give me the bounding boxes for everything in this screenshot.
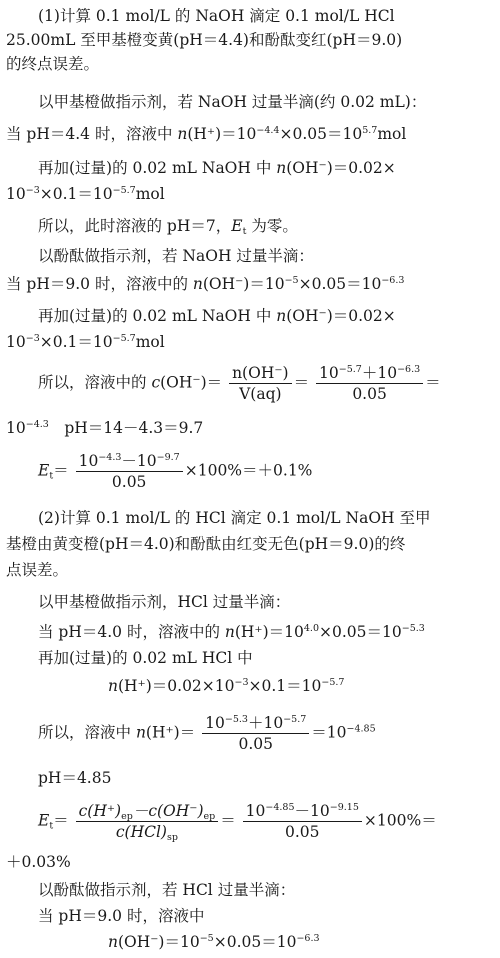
- q2-mo-h-line: 当 pH＝4.0 时，溶液中的 $n(H^+)=10^{4.0}\times 0.05=10^{-5.3}$: [38, 623, 425, 641]
- q2-mo-add-line: 再加(过量)的 0.02 mL HCl 中: [38, 649, 253, 667]
- q2-phenolphthalein-heading: 以酚酞做指示剂，若 HCl 过量半滴：: [38, 881, 296, 899]
- fraction-n-over-v: $\frac{n(OH^-)}{V(aq)}$: [229, 364, 291, 403]
- fraction-h-sum: $\frac{10^{-5.3}+10^{-5.7}}{0.05}$: [202, 714, 309, 753]
- q1-mo-oh-line-2: $10^{-3}\times 0.1=10^{-5.7}mol$: [6, 185, 165, 203]
- q2-mo-sum-eq: 所以，溶液中 n(H⁺)＝ $\frac{10^{-5.3}+10^{-5.7}}{0.05}$ $=10^{-4.85}$: [38, 714, 376, 753]
- q2-mo-et-result: ＋0.03%: [6, 853, 71, 871]
- q1-intro-line-2: 25.00mL 至甲基橙变黄(pH＝4.4)和酚酞变红(pH＝9.0): [6, 31, 403, 49]
- q1-pp-add-line-1: 再加(过量)的 0.02 mL NaOH 中 n(OH⁻)＝0.02×: [38, 307, 396, 325]
- q1-pp-add-line-2: $10^{-3}\times 0.1=10^{-5.7}mol$: [6, 333, 165, 351]
- q1-pp-concentration-eq: 所以，溶液中的 c(OH⁻)＝ $\frac{n(OH^-)}{V(aq)}$ ＝ $\frac{10^{-5.7}+10^{-6.3}}{0.05}$ ＝: [38, 364, 441, 403]
- fraction-et-q1: $\frac{10^{-4.3}-10^{-9.7}}{0.05}$: [76, 452, 183, 491]
- q1-mo-h-line: 当 pH＝4.4 时，溶液中 $n(H^+)=10^{-4.4}\times 0.05=10^{5.7}mol$: [6, 125, 407, 143]
- q1-pp-ph-line: $10^{-4.3}$ pH＝14－4.3＝9.7: [6, 419, 204, 437]
- q1-intro-line-3: 的终点误差。: [6, 55, 100, 73]
- q2-pp-oh-line: $n(OH^-)=10^{-5}\times 0.05=10^{-6.3}$: [108, 933, 320, 951]
- q1-mo-oh-line-1: 再加(过量)的 0.02 mL NaOH 中 n(OH⁻)＝0.02×: [38, 159, 396, 177]
- q1-mo-result: 所以，此时溶液的 pH＝7，$E_t$ 为零。: [38, 217, 298, 237]
- fraction-et-q2: $\frac{10^{-4.85}-10^{-9.15}}{0.05}$: [243, 802, 362, 841]
- q2-methyl-orange-heading: 以甲基橙做指示剂，HCl 过量半滴：: [38, 593, 291, 611]
- q2-intro-line-1: (2)计算 0.1 mol/L 的 HCl 滴定 0.1 mol/L NaOH 至甲: [38, 509, 431, 527]
- q2-mo-ph: pH＝4.85: [38, 769, 112, 787]
- q2-intro-line-2: 基橙由黄变橙(pH＝4.0)和酚酞由红变无色(pH＝9.0)的终: [6, 535, 406, 553]
- fraction-oh-sum: $\frac{10^{-5.7}+10^{-6.3}}{0.05}$: [316, 364, 423, 403]
- q1-phenolphthalein-heading: 以酚酞做指示剂，若 NaOH 过量半滴：: [38, 247, 314, 265]
- q2-intro-line-3: 点误差。: [6, 561, 69, 579]
- q2-mo-add-h-line: $n(H^+)=0.02\times 10^{-3}\times 0.1=10^{-5.7}$: [108, 677, 345, 695]
- q1-pp-et-eq: $E_t=$ $\frac{10^{-4.3}-10^{-9.7}}{0.05}$ ×100%＝＋0.1%: [38, 452, 313, 491]
- q1-methyl-orange-heading: 以甲基橙做指示剂，若 NaOH 过量半滴(约 0.02 mL)：: [38, 93, 427, 111]
- q1-intro-line-1: (1)计算 0.1 mol/L 的 NaOH 滴定 0.1 mol/L HCl: [38, 7, 395, 25]
- q2-mo-et-eq: $E_t=$ $\frac{c(H^+)_{ep}-c(OH^-)_{ep}}{c(HCl)_{sp}}$ ＝ $\frac{10^{-4.85}-10^{-9.15}}{0.05}$ ×100%＝: [38, 802, 437, 843]
- fraction-et-def: $\frac{c(H^+)_{ep}-c(OH^-)_{ep}}{c(HCl)_{sp}}$: [76, 802, 219, 841]
- q2-pp-line: 当 pH＝9.0 时，溶液中: [38, 907, 205, 925]
- q1-pp-oh-line: 当 pH＝9.0 时，溶液中的 $n(OH^-)=10^{-5}\times 0.05=10^{-6.3}$: [6, 275, 405, 293]
